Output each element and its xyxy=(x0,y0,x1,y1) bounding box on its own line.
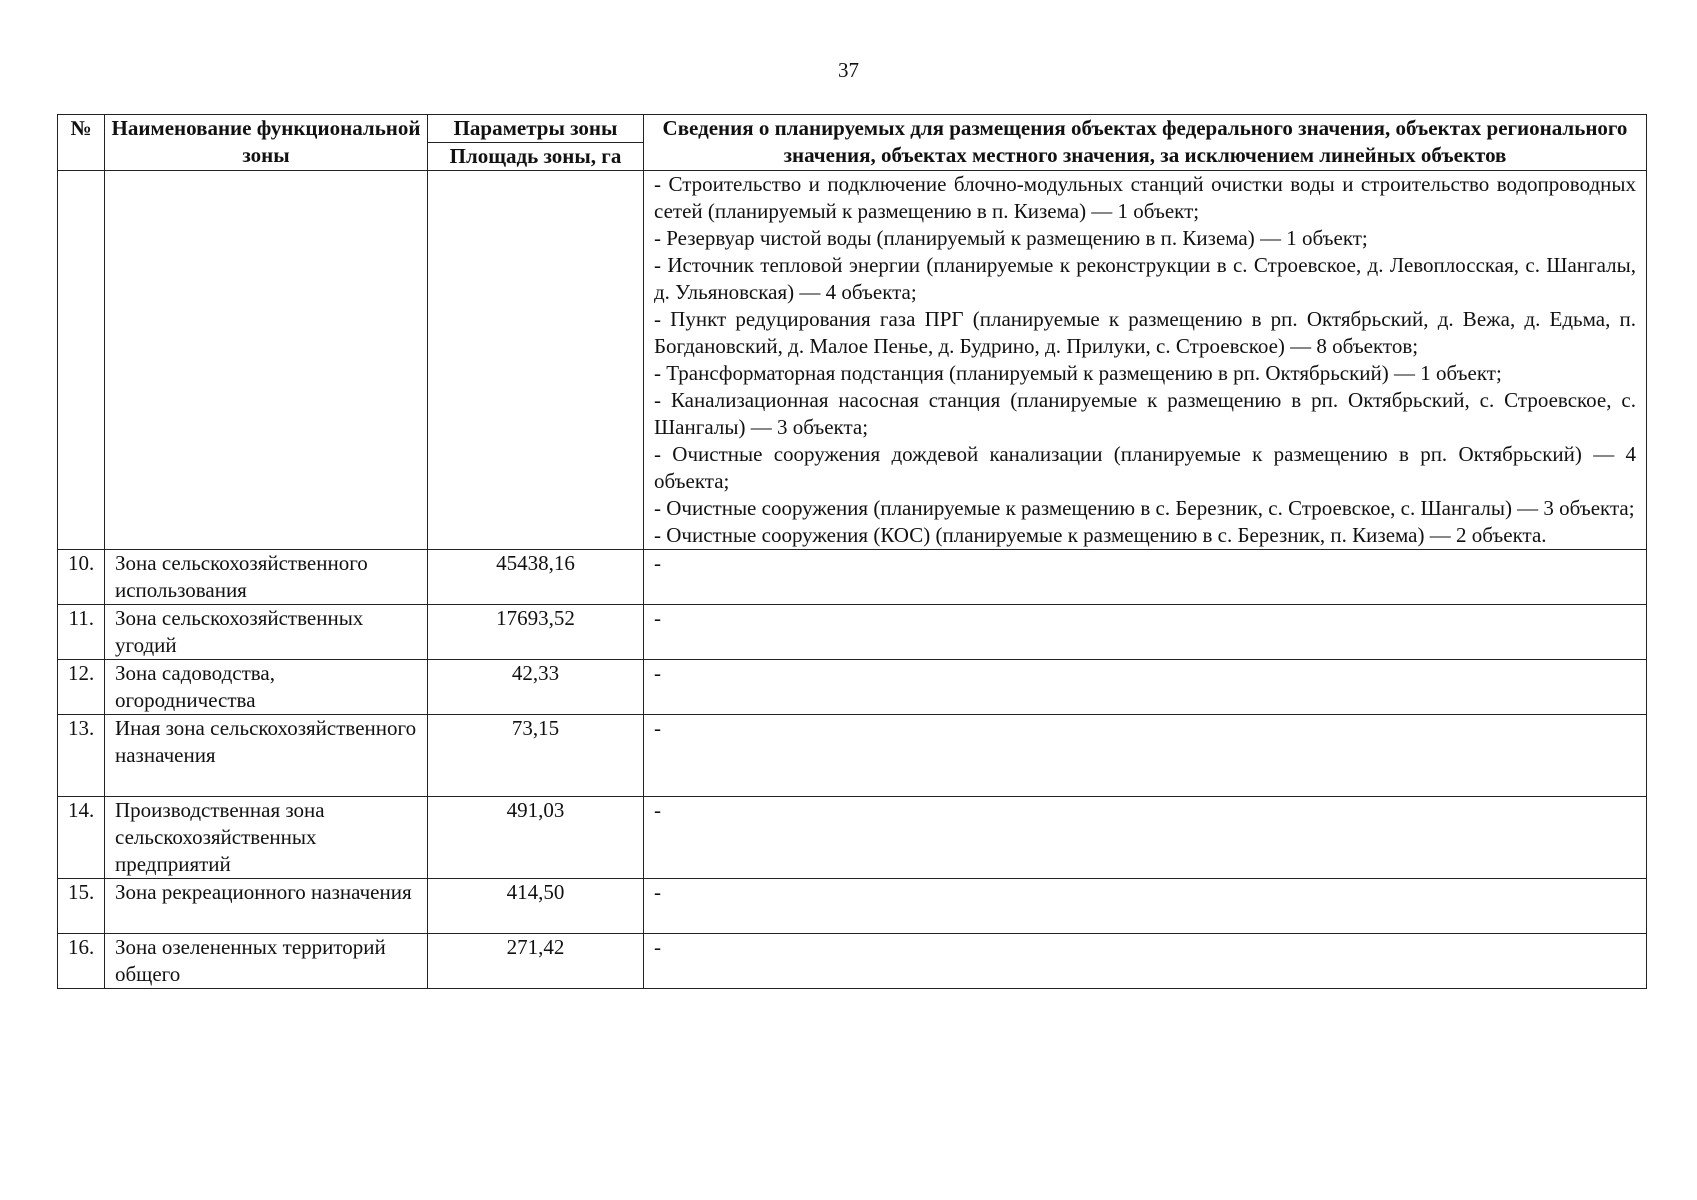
table-row xyxy=(58,797,1647,879)
table-row xyxy=(58,605,1647,660)
header-number: № xyxy=(58,115,105,171)
row-number: 12. xyxy=(58,660,105,715)
planned-objects: - xyxy=(644,797,1647,879)
row-number: 10. xyxy=(58,550,105,605)
table-row xyxy=(58,879,1647,934)
zone-name: Зона озелененных территорий общего xyxy=(105,934,428,989)
functional-zones-table xyxy=(57,114,1647,989)
planned-objects: - xyxy=(644,879,1647,934)
table-header xyxy=(58,115,1647,171)
zone-name: Зона садоводства, огородничества xyxy=(105,660,428,715)
planned-object-item: - Канализационная насосная станция (планируемые к размещению в рп. Октябрьский, с. Строевское, с. Шангалы) — 3 объекта; xyxy=(654,388,1636,439)
table-row xyxy=(58,934,1647,989)
zone-name: Зона сельскохозяйственного использования xyxy=(105,550,428,605)
planned-object-item: - Очистные сооружения дождевой канализации (планируемые к размещению в рп. Октябрьский) — 4 объекта; xyxy=(654,442,1636,493)
zone-name: Производственная зона сельскохозяйственных предприятий xyxy=(105,797,428,879)
zone-area: 271,42 xyxy=(428,934,644,989)
zone-name: Иная зона сельскохозяйственного назначения xyxy=(105,715,428,797)
planned-object-item: - Строительство и подключение блочно-модульных станций очистки воды и строительство водопроводных сетей (планируемый к размещению в п. Кизема) — 1 объект; xyxy=(654,172,1636,223)
zone-name: Зона сельскохозяйственных угодий xyxy=(105,605,428,660)
cell-planned-objects xyxy=(644,171,1647,550)
zone-area: 491,03 xyxy=(428,797,644,879)
cell-number xyxy=(58,171,105,550)
page-number: 37 xyxy=(838,58,859,82)
header-planned-objects: Сведения о планируемых для размещения объектах федерального значения, объектах регионального значения, объектах местного значения, за исключением линейных объектов xyxy=(644,115,1647,171)
zone-area: 17693,52 xyxy=(428,605,644,660)
zone-area: 42,33 xyxy=(428,660,644,715)
row-number: 15. xyxy=(58,879,105,934)
planned-objects: - xyxy=(644,660,1647,715)
zone-area: 73,15 xyxy=(428,715,644,797)
planned-object-item: - Пункт редуцирования газа ПРГ (планируемые к размещению в рп. Октябрьский, д. Вежа, д. Едьма, п. Богдановский, д. Малое Пенье, д. Будрино, д. Прилуки, с. Строевское) — 8 объектов; xyxy=(654,307,1636,358)
planned-object-item: - Источник тепловой энергии (планируемые к реконструкции в с. Строевское, д. Левоплосская, с. Шангалы, д. Ульяновская) — 4 объекта; xyxy=(654,253,1636,304)
table-row-continuation xyxy=(58,171,1647,550)
planned-objects: - xyxy=(644,550,1647,605)
planned-object-item: - Очистные сооружения (КОС) (планируемые к размещению в с. Березник, п. Кизема) — 2 объекта. xyxy=(654,523,1547,547)
planned-object-item: - Резервуар чистой воды (планируемый к размещению в п. Кизема) — 1 объект; xyxy=(654,226,1368,250)
table-row xyxy=(58,660,1647,715)
cell-zone-name xyxy=(105,171,428,550)
row-number: 16. xyxy=(58,934,105,989)
row-number: 13. xyxy=(58,715,105,797)
planned-objects: - xyxy=(644,715,1647,797)
zone-area: 414,50 xyxy=(428,879,644,934)
planned-objects: - xyxy=(644,934,1647,989)
row-number: 11. xyxy=(58,605,105,660)
planned-object-item: - Трансформаторная подстанция (планируемый к размещению в рп. Октябрьский) — 1 объект; xyxy=(654,361,1502,385)
cell-zone-area xyxy=(428,171,644,550)
header-zone-area: Площадь зоны, га xyxy=(428,143,644,171)
table-row xyxy=(58,550,1647,605)
zone-name: Зона рекреационного назначения xyxy=(105,879,428,934)
zone-area: 45438,16 xyxy=(428,550,644,605)
planned-objects: - xyxy=(644,605,1647,660)
header-zone-name: Наименование функциональной зоны xyxy=(105,115,428,171)
planned-object-item: - Очистные сооружения (планируемые к размещению в с. Березник, с. Строевское, с. Шангалы) — 3 объекта; xyxy=(654,496,1635,520)
header-zone-parameters: Параметры зоны xyxy=(428,115,644,143)
table-row xyxy=(58,715,1647,797)
row-number: 14. xyxy=(58,797,105,879)
